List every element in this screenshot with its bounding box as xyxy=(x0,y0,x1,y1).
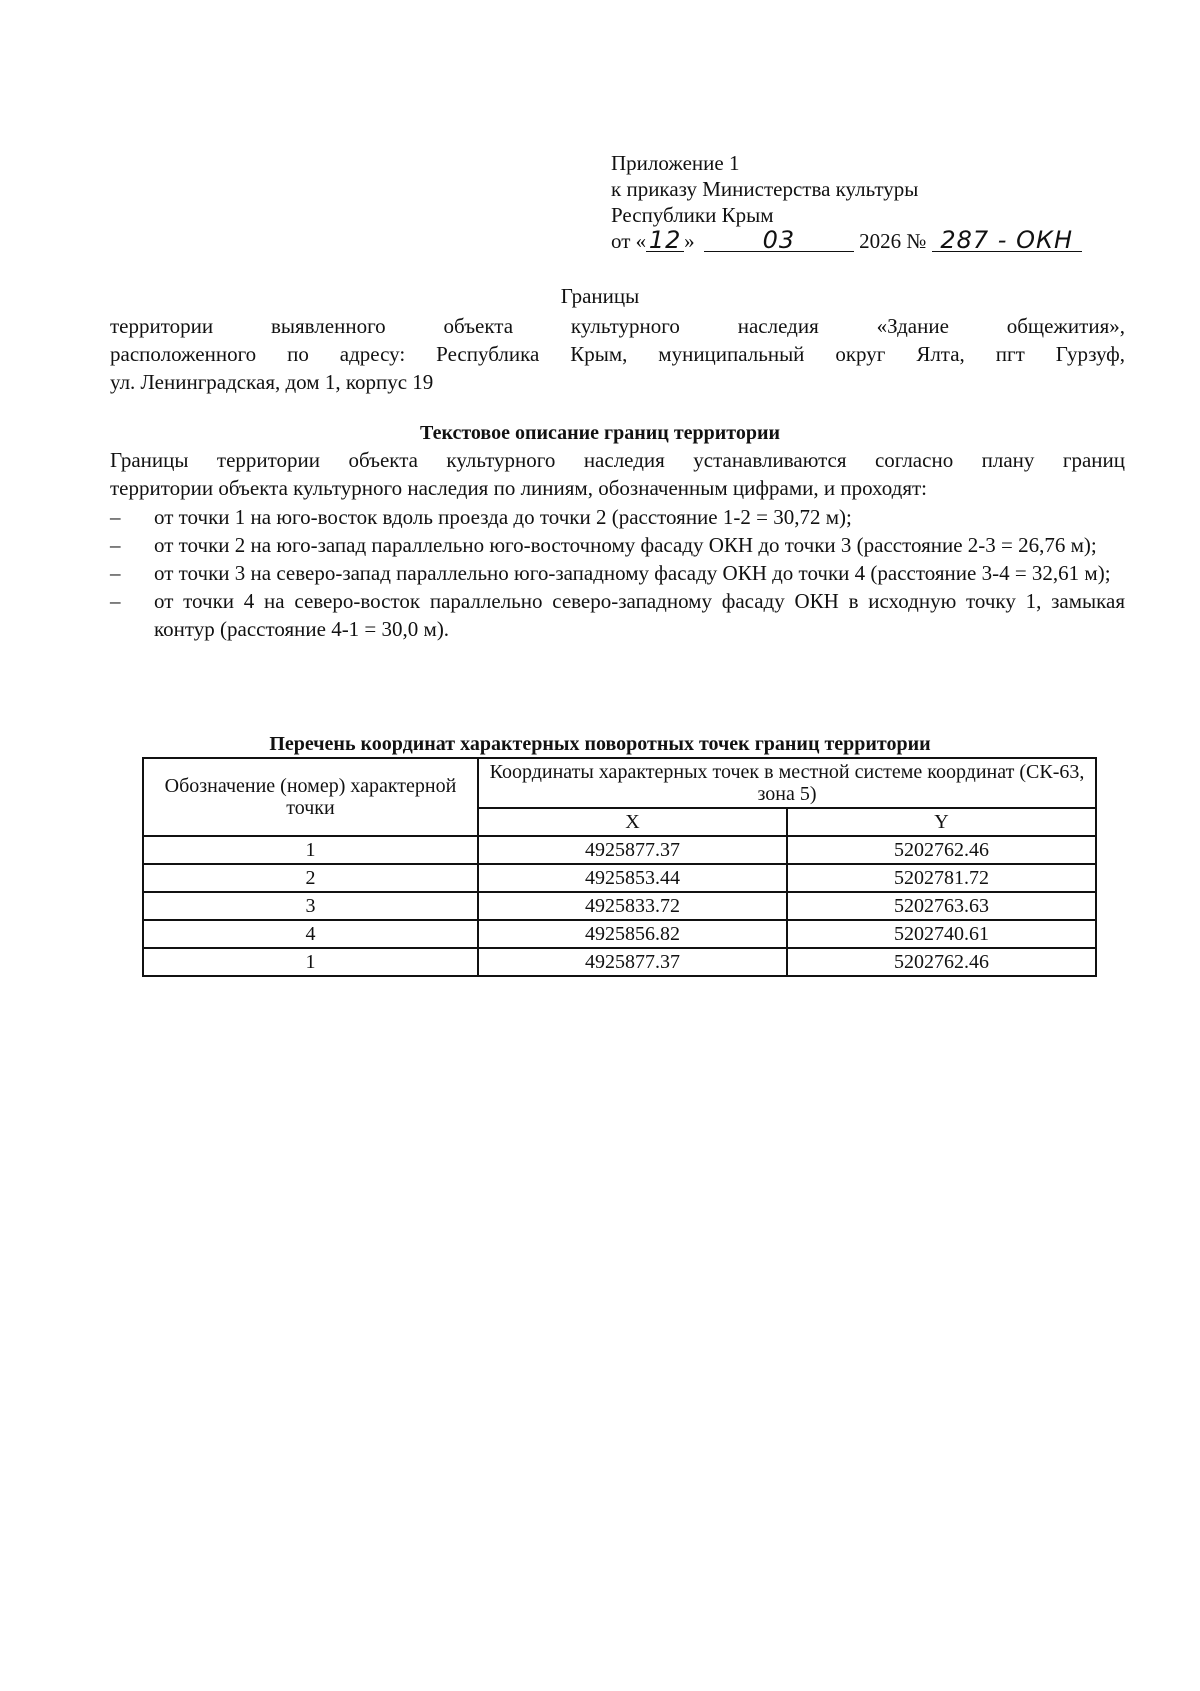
cell-y: 5202762.46 xyxy=(787,948,1096,976)
list-item-text: от точки 4 на северо-восток параллельно северо-западному фасаду ОКН в исходную точку 1, замыкая контур (расстояние 4-1 = 30,0 м). xyxy=(154,589,1125,641)
cell-x: 4925877.37 xyxy=(478,948,787,976)
order-number: 287 - ОКН xyxy=(932,229,1082,252)
list-item-text: от точки 1 на юго-восток вдоль проезда до точки 2 (расстояние 1-2 = 30,72 м); xyxy=(154,505,852,529)
cell-x: 4925853.44 xyxy=(478,864,787,892)
header-point: Обозначение (номер) характерной точки xyxy=(143,758,478,836)
date-month: 03 xyxy=(704,229,854,252)
boundary-list xyxy=(110,503,1125,643)
date-mid: » xyxy=(684,229,695,253)
appendix-line-3: Республики Крым xyxy=(611,203,774,227)
cell-point: 2 xyxy=(143,864,478,892)
dash-marker: – xyxy=(110,533,121,557)
table-row xyxy=(143,864,1096,892)
cell-point: 4 xyxy=(143,920,478,948)
table-row xyxy=(143,948,1096,976)
cell-x: 4925856.82 xyxy=(478,920,787,948)
subtitle-line-1: территории выявленного объекта культурного наследия «Здание общежития», xyxy=(110,314,1125,338)
cell-y: 5202781.72 xyxy=(787,864,1096,892)
dash-marker: – xyxy=(110,589,121,613)
document-subtitle xyxy=(110,312,1125,396)
list-item xyxy=(110,559,1125,587)
coordinates-table xyxy=(142,757,1097,977)
date-day: 12 xyxy=(646,229,684,252)
date-prefix: от « xyxy=(611,229,647,253)
intro-paragraph xyxy=(110,446,1125,502)
appendix-line-1: Приложение 1 xyxy=(611,151,740,175)
table-row xyxy=(143,836,1096,864)
subtitle-line-3: ул. Ленинградская, дом 1, корпус 19 xyxy=(110,370,434,394)
document-title: Границы xyxy=(560,284,640,308)
appendix-header xyxy=(611,150,1082,254)
table-header-row xyxy=(143,758,1096,808)
list-item-text: от точки 2 на юго-запад параллельно юго-восточному фасаду ОКН до точки 3 (расстояние 2-3 = 26,76 м); xyxy=(154,533,1097,557)
appendix-date-line xyxy=(611,228,1082,254)
list-item xyxy=(110,587,1125,643)
dash-marker: – xyxy=(110,505,121,529)
appendix-line-2: к приказу Министерства культуры xyxy=(611,177,919,201)
cell-y: 5202763.63 xyxy=(787,892,1096,920)
date-year: 2026 № xyxy=(859,229,927,253)
cell-x: 4925833.72 xyxy=(478,892,787,920)
table-title: Перечень координат характерных поворотных точек границ территории xyxy=(269,733,931,755)
section-heading: Текстовое описание границ территории xyxy=(419,422,781,444)
intro-line-2: территории объекта культурного наследия по линиям, обозначенным цифрами, и проходят: xyxy=(110,476,928,500)
list-item-text: от точки 3 на северо-запад параллельно юго-западному фасаду ОКН до точки 4 (расстояние 3-4 = 32,61 м); xyxy=(154,561,1111,585)
cell-y: 5202762.46 xyxy=(787,836,1096,864)
list-item xyxy=(110,531,1125,559)
header-coordinates: Координаты характерных точек в местной системе координат (СК-63, зона 5) xyxy=(478,758,1096,808)
cell-point: 1 xyxy=(143,948,478,976)
subtitle-line-2: расположенного по адресу: Республика Крым, муниципальный округ Ялта, пгт Гурзуф, xyxy=(110,342,1125,366)
cell-y: 5202740.61 xyxy=(787,920,1096,948)
table-row xyxy=(143,920,1096,948)
header-y: Y xyxy=(787,808,1096,836)
header-x: X xyxy=(478,808,787,836)
table-row xyxy=(143,892,1096,920)
cell-point: 1 xyxy=(143,836,478,864)
cell-x: 4925877.37 xyxy=(478,836,787,864)
intro-line-1: Границы территории объекта культурного наследия устанавливаются согласно плану границ xyxy=(110,448,1125,472)
list-item xyxy=(110,503,1125,531)
cell-point: 3 xyxy=(143,892,478,920)
dash-marker: – xyxy=(110,561,121,585)
